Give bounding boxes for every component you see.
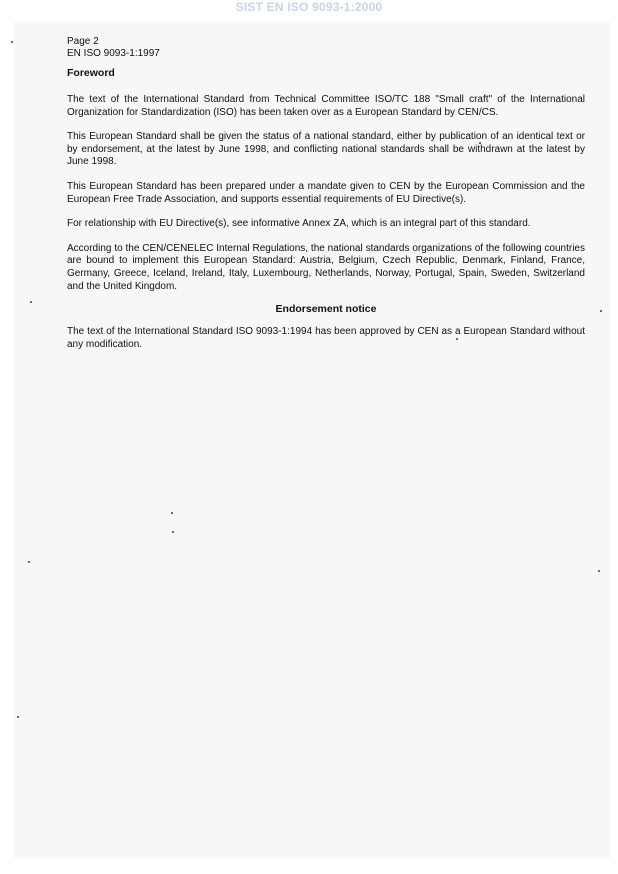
foreword-paragraph-2: This European Standard shall be given the status of a national standard, either by publication of an identical text or by endorsement, at the latest by June 1998, and conflicting national standards shall be withdrawn at the latest by June 1998. [67, 131, 585, 168]
foreword-paragraph-3: This European Standard has been prepared under a mandate given to CEN by the European Commission and the European Free Trade Association, and supports essential requirements of EU Directive(s). [67, 180, 585, 205]
foreword-paragraph-1: The text of the International Standard from Technical Committee ISO/TC 188 "Small craft" of the International Organization for Standardization (ISO) has been taken over as a European Standard by CEN/CS. [67, 94, 585, 118]
scan-speck [600, 310, 602, 312]
scan-speck [17, 716, 19, 718]
watermark: SIST EN ISO 9093-1:2000 [235, 0, 383, 14]
foreword-paragraph-4: For relationship with EU Directive(s), see informative Annex ZA, which is an integral part of this standard. [67, 218, 531, 230]
document-page [67, 36, 585, 351]
scan-speck [28, 561, 30, 563]
scan-speck [30, 301, 32, 303]
scan-speck [11, 41, 13, 43]
document-id: EN ISO 9093-1:1997 [67, 47, 160, 59]
foreword-title: Foreword [67, 67, 115, 79]
scan-speck [456, 338, 458, 340]
endorsement-notice-title: Endorsement notice [275, 303, 377, 316]
scan-speck [171, 512, 173, 514]
scan-speck [172, 531, 174, 533]
scan-speck [479, 142, 481, 144]
endorsement-notice-text: The text of the International Standard ISO 9093-1:1994 has been approved by CEN as a European Standard without any modification. [67, 326, 585, 350]
page-label: Page 2 [67, 36, 99, 47]
foreword-paragraph-5: According to the CEN/CENELEC Internal Regulations, the national standards organizations of the following countries are bound to implement this European Standard: Austria, Belgium, Czech Republic, Denmark, Finland, France, Germany, Greece, Iceland, Ireland, Italy, Luxembourg, Netherlands, Norway, Portugal, Spain, Sweden, Switzerland and the United Kingdom. [67, 242, 585, 292]
scan-speck [598, 570, 600, 572]
